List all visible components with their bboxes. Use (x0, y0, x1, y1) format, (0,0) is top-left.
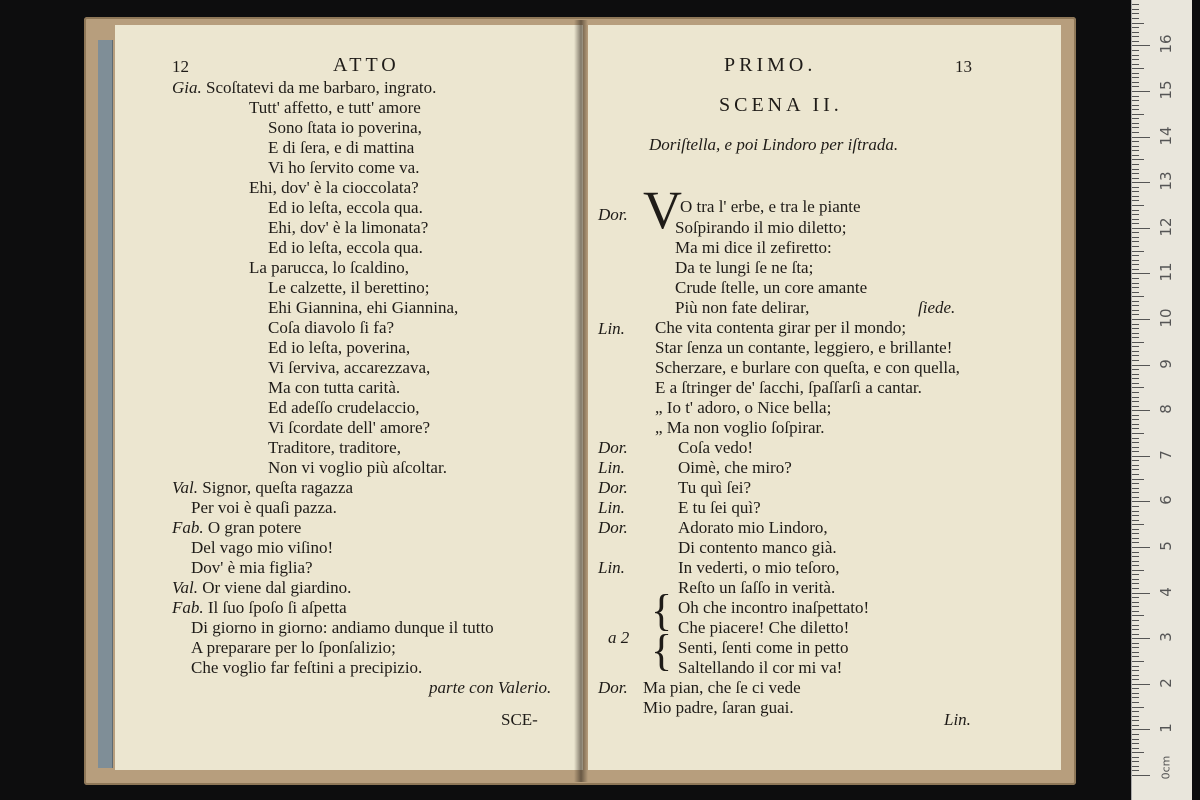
ruler-tick (1132, 474, 1139, 475)
ruler-tick (1132, 625, 1139, 626)
ruler-tick (1132, 533, 1139, 534)
ruler-tick (1132, 424, 1139, 425)
brace-symbol: { (651, 586, 673, 635)
ruler-tick (1132, 374, 1139, 375)
ruler-tick (1132, 460, 1139, 461)
ruler-tick (1132, 159, 1144, 160)
text-line: Traditore, traditore, (268, 438, 401, 457)
ruler-label: 0cm (1159, 755, 1173, 780)
ruler-tick (1132, 757, 1139, 758)
ruler-tick (1132, 729, 1150, 730)
text-line: Scherzare, e burlare con queſta, e con quella, (655, 358, 960, 377)
ruler-tick (1132, 68, 1144, 69)
ruler-tick (1132, 647, 1139, 648)
ruler-tick (1132, 761, 1139, 762)
text-line: Ma mi dice il zefiretto: (675, 238, 832, 257)
ruler-tick (1132, 137, 1150, 138)
catchword: Lin. (944, 710, 971, 729)
ruler-tick (1132, 36, 1139, 37)
text-line: Senti, ſenti come in petto (678, 638, 849, 657)
ruler-tick (1132, 141, 1139, 142)
ruler-tick (1132, 324, 1139, 325)
ruler-tick (1132, 228, 1150, 229)
text-line: Mio padre, ſaran guai. (643, 698, 794, 717)
ruler-label: 16 (1157, 34, 1175, 54)
ruler-tick (1132, 196, 1139, 197)
ruler-tick (1132, 214, 1139, 215)
ruler-label: 1 (1157, 723, 1175, 734)
ruler-tick (1132, 4, 1139, 5)
speaker-label: Dor. (598, 438, 628, 457)
ruler-label: 6 (1157, 495, 1175, 506)
ruler-tick (1132, 561, 1139, 562)
ruler-tick (1132, 205, 1144, 206)
ruler-tick (1132, 497, 1139, 498)
ruler-tick (1132, 451, 1139, 452)
text-line: Adorato mio Lindoro, (678, 518, 828, 537)
ruler-tick (1132, 146, 1139, 147)
ruler-tick (1132, 191, 1139, 192)
ruler-tick (1132, 506, 1139, 507)
ruler-tick (1132, 296, 1144, 297)
text-line: Di giorno in giorno: andiamo dunque il tutto (191, 618, 494, 637)
ruler-tick (1132, 465, 1139, 466)
ruler-tick (1132, 469, 1139, 470)
ruler-tick (1132, 210, 1139, 211)
running-head: ATTO (333, 54, 400, 76)
ruler-tick (1132, 661, 1144, 662)
ruler-tick (1132, 693, 1139, 694)
stage-direction: ſiede. (918, 298, 956, 317)
speaker-label: Lin. (598, 319, 625, 338)
text-line: Vi ſcordate dell' amore? (268, 418, 431, 437)
ruler-tick (1132, 479, 1144, 480)
ruler-tick (1132, 716, 1139, 717)
brace-symbol: { (651, 626, 673, 675)
text-line: Fab. O gran potere (172, 518, 302, 537)
text-line: E di ſera, e di mattina (268, 138, 415, 157)
text-line: Star ſenza un contante, leggiero, e brillante! (655, 338, 953, 357)
ruler-tick (1132, 410, 1150, 411)
ruler-tick (1132, 114, 1144, 115)
ruler-tick (1132, 260, 1139, 261)
ruler-tick (1132, 538, 1139, 539)
ruler-tick (1132, 132, 1139, 133)
ruler-tick (1132, 118, 1139, 119)
ruler-tick (1132, 447, 1139, 448)
text-line: In vederti, o mio teſoro, (678, 558, 840, 577)
ruler-tick (1132, 656, 1139, 657)
ruler-tick (1132, 219, 1139, 220)
ruler-tick (1132, 752, 1144, 753)
ruler-tick (1132, 520, 1139, 521)
ruler-tick (1132, 593, 1150, 594)
ruler-tick (1132, 492, 1139, 493)
text-line: Ma pian, che ſe ci vede (643, 678, 801, 697)
text-line: Oimè, che miro? (678, 458, 792, 477)
speaker-label: Lin. (598, 558, 625, 577)
text-line: Crude ſtelle, un core amante (675, 278, 868, 297)
ruler-tick (1132, 679, 1139, 680)
ruler-tick (1132, 629, 1139, 630)
ruler-tick (1132, 748, 1139, 749)
ruler-tick (1132, 433, 1144, 434)
text-line: E a ſtringer de' ſacchi, ſpaſſarſi a cantar. (655, 378, 922, 397)
text-line: Ehi, dov' è la cioccolata? (249, 178, 419, 197)
ruler-tick (1132, 766, 1139, 767)
page-number: 12 (172, 57, 189, 76)
right-page (588, 25, 1061, 770)
ruler-label: 9 (1157, 358, 1175, 369)
ruler-tick (1132, 556, 1139, 557)
ruler-label: 8 (1157, 404, 1175, 414)
ruler-tick (1132, 73, 1139, 74)
speaker-label: Dor. (598, 205, 628, 224)
ruler-tick (1132, 41, 1139, 42)
ruler-tick (1132, 155, 1139, 156)
text-line: Che piacere! Che diletto! (678, 618, 850, 637)
text-line: Più non fate delirar, (675, 298, 810, 317)
ruler-tick (1132, 702, 1139, 703)
text-line: Val. Signor, queſta ragazza (172, 478, 354, 497)
ruler-tick (1132, 638, 1150, 639)
text-line: Di contento manco già. (678, 538, 837, 557)
ruler-tick (1132, 360, 1139, 361)
ruler-tick (1132, 237, 1139, 238)
ruler-tick (1132, 305, 1139, 306)
text-line: Ed io leſta, eccola qua. (268, 198, 423, 217)
text-line: E tu ſei quì? (678, 498, 761, 517)
ruler-tick (1132, 223, 1139, 224)
ruler-tick (1132, 602, 1139, 603)
ruler-tick (1132, 428, 1139, 429)
ruler-label: 13 (1157, 171, 1175, 191)
text-line: A preparare per lo ſponſalizio; (191, 638, 396, 657)
ruler-tick (1132, 392, 1139, 393)
ruler-tick (1132, 342, 1144, 343)
ruler-tick (1132, 725, 1139, 726)
ruler-tick (1132, 182, 1150, 183)
text-line: Dov' è mia figlia? (191, 558, 313, 577)
text-line: Non vi voglio più aſcoltar. (268, 458, 447, 477)
text-line: Le calzette, il berettino; (268, 278, 430, 297)
ruler-tick (1132, 442, 1139, 443)
ruler-tick (1132, 283, 1139, 284)
ruler-tick (1132, 611, 1139, 612)
ruler-tick (1132, 387, 1144, 388)
ruler-tick (1132, 552, 1139, 553)
text-line: „ Ma non voglio ſoſpirar. (655, 418, 825, 437)
ruler-label: 5 (1157, 541, 1175, 551)
text-line: Reſto un ſaſſo in verità. (678, 578, 836, 597)
ruler-tick (1132, 351, 1139, 352)
ruler-tick (1132, 383, 1139, 384)
page-number: 13 (955, 57, 972, 76)
ruler-tick (1132, 232, 1139, 233)
text-line: Ed io leſta, poverina, (268, 338, 411, 357)
ruler-tick (1132, 739, 1139, 740)
ruler-tick (1132, 688, 1139, 689)
text-line: Ed adeſſo crudelaccio, (268, 398, 420, 417)
ruler-tick (1132, 456, 1150, 457)
text-line: Ehi, dov' è la limonata? (268, 218, 429, 237)
ruler-tick (1132, 720, 1139, 721)
ruler-tick (1132, 483, 1139, 484)
ruler-label: 10 (1157, 308, 1175, 328)
ruler-tick (1132, 770, 1139, 771)
ruler-tick (1132, 59, 1139, 60)
ruler-tick (1132, 675, 1139, 676)
ruler-tick (1132, 23, 1144, 24)
text-line: Per voi è quaſi pazza. (191, 498, 337, 517)
ruler-tick (1132, 365, 1150, 366)
ruler-tick (1132, 634, 1139, 635)
ruler-tick (1132, 50, 1139, 51)
ruler-tick (1132, 620, 1139, 621)
text-line: La parucca, lo ſcaldino, (249, 258, 410, 277)
ruler-tick (1132, 734, 1139, 735)
text-line: Tutt' affetto, e tutt' amore (249, 98, 421, 117)
ruler-tick (1132, 570, 1144, 571)
ruler-tick (1132, 200, 1139, 201)
ruler-tick (1132, 169, 1139, 170)
text-line: Gia. Scoſtatevi da me barbaro, ingrato. (172, 78, 437, 97)
measuring-ruler (1131, 0, 1192, 800)
text-line: Coſa diavolo ſi fa? (268, 318, 395, 337)
left-page (115, 25, 583, 770)
speaker-label: Dor. (598, 678, 628, 697)
speaker-label: Lin. (598, 498, 625, 517)
spine-gutter (574, 20, 588, 782)
ruler-tick (1132, 597, 1139, 598)
stage-direction: parte con Valerio. (429, 678, 552, 697)
ruler-tick (1132, 652, 1139, 653)
ruler-tick (1132, 419, 1139, 420)
ruler-tick (1132, 707, 1144, 708)
stage-direction: Doriſtella, e poi Lindoro per iſtrada. (649, 135, 899, 154)
text-line: Vi ſerviva, accarezzava, (268, 358, 431, 377)
ruler-tick (1132, 123, 1139, 124)
text-line: Fab. Il ſuo ſpoſo ſi aſpetta (172, 598, 347, 617)
ruler-tick (1132, 269, 1139, 270)
text-line: Sono ſtata io poverina, (268, 118, 422, 137)
ruler-tick (1132, 100, 1139, 101)
ruler-tick (1132, 301, 1139, 302)
ruler-tick (1132, 127, 1139, 128)
ruler-tick (1132, 45, 1150, 46)
ruler-tick (1132, 346, 1139, 347)
ruler-tick (1132, 328, 1139, 329)
ruler-tick (1132, 246, 1139, 247)
ruler-tick (1132, 314, 1139, 315)
ruler-tick (1132, 697, 1139, 698)
ruler-tick (1132, 264, 1139, 265)
ruler-tick (1132, 86, 1139, 87)
ruler-tick (1132, 406, 1139, 407)
ruler-tick (1132, 319, 1150, 320)
speaker-label: Dor. (598, 478, 628, 497)
ruler-tick (1132, 255, 1139, 256)
ruler-tick (1132, 515, 1139, 516)
ruler-tick (1132, 292, 1139, 293)
ruler-tick (1132, 173, 1139, 174)
ruler-tick (1132, 77, 1139, 78)
ruler-tick (1132, 574, 1139, 575)
scene-title: SCENA II. (719, 94, 843, 116)
ruler-tick (1132, 542, 1139, 543)
ruler-tick (1132, 164, 1139, 165)
ruler-tick (1132, 310, 1139, 311)
text-line: Saltellando il cor mi va! (678, 658, 843, 677)
ruler-tick (1132, 501, 1150, 502)
text-line: Coſa vedo! (678, 438, 754, 457)
ruler-tick (1132, 251, 1144, 252)
ruler-tick (1132, 64, 1139, 65)
ruler-tick (1132, 91, 1150, 92)
ruler-label: 2 (1157, 678, 1175, 688)
text-line: Soſpirando il mio diletto; (675, 218, 847, 237)
ruler-tick (1132, 9, 1139, 10)
ruler-tick (1132, 287, 1139, 288)
ruler-label: 15 (1157, 80, 1175, 100)
ruler-tick (1132, 615, 1144, 616)
ruler-tick (1132, 241, 1139, 242)
ruler-tick (1132, 775, 1150, 776)
text-line: Che voglio far feſtini a precipizio. (191, 658, 423, 677)
text-line: Del vago mio viſino! (191, 538, 334, 557)
text-line: Ed io leſta, eccola qua. (268, 238, 423, 257)
ruler-tick (1132, 18, 1139, 19)
ruler-tick (1132, 606, 1139, 607)
ruler-tick (1132, 529, 1139, 530)
ruler-tick (1132, 524, 1144, 525)
text-line: Ehi Giannina, ehi Giannina, (268, 298, 459, 317)
ruler-tick (1132, 511, 1139, 512)
speaker-label: Dor. (598, 518, 628, 537)
ruler-tick (1132, 743, 1139, 744)
ruler-tick (1132, 150, 1139, 151)
ruler-tick (1132, 13, 1139, 14)
text-line: Vi ho ſervito come va. (268, 158, 420, 177)
ruler-tick (1132, 643, 1139, 644)
blue-endpaper-edge (98, 40, 113, 768)
speaker-label: a 2 (608, 628, 630, 647)
ruler-tick (1132, 547, 1150, 548)
ruler-tick (1132, 488, 1139, 489)
ruler-tick (1132, 109, 1139, 110)
ruler-tick (1132, 378, 1139, 379)
ruler-label: 11 (1157, 262, 1175, 282)
ruler-tick (1132, 355, 1139, 356)
ruler-tick (1132, 178, 1139, 179)
text-line: Val. Or viene dal giardino. (172, 578, 352, 597)
ruler-tick (1132, 579, 1139, 580)
speaker-label: Lin. (598, 458, 625, 477)
ruler-label: 4 (1157, 586, 1175, 597)
ruler-tick (1132, 666, 1139, 667)
ruler-label: 14 (1157, 126, 1175, 146)
ruler-tick (1132, 711, 1139, 712)
ruler-tick (1132, 82, 1139, 83)
ruler-label: 3 (1157, 632, 1175, 642)
ruler-tick (1132, 583, 1139, 584)
ruler-tick (1132, 105, 1139, 106)
ruler-tick (1132, 401, 1139, 402)
ruler-tick (1132, 588, 1139, 589)
text-line: Tu quì ſei? (678, 478, 752, 497)
text-line: Che vita contenta girar per il mondo; (655, 318, 907, 337)
ruler-tick (1132, 337, 1139, 338)
ruler-tick (1132, 55, 1139, 56)
catchword: SCE- (501, 710, 538, 729)
text-line: Da te lungi ſe ne ſta; (675, 258, 814, 277)
ruler-tick (1132, 273, 1150, 274)
ruler-tick (1132, 397, 1139, 398)
ruler-tick (1132, 670, 1139, 671)
ruler-tick (1132, 96, 1139, 97)
ruler-tick (1132, 333, 1139, 334)
ruler-tick (1132, 684, 1150, 685)
text-line: Ma con tutta carità. (268, 378, 401, 397)
text-line: „ Io t' adoro, o Nice bella; (655, 398, 832, 417)
ruler-tick (1132, 187, 1139, 188)
ruler-label: 12 (1157, 217, 1175, 237)
ruler-tick (1132, 32, 1139, 33)
running-head: PRIMO. (724, 54, 817, 76)
ruler-tick (1132, 369, 1139, 370)
ruler-tick (1132, 415, 1139, 416)
ruler-label: 7 (1157, 450, 1175, 460)
drop-cap: V (643, 180, 682, 240)
ruler-tick (1132, 27, 1139, 28)
text-line: O tra l' erbe, e tra le piante (680, 197, 861, 216)
ruler-tick (1132, 565, 1139, 566)
ruler-tick (1132, 438, 1139, 439)
ruler-tick (1132, 278, 1139, 279)
text-line: Oh che incontro inaſpettato! (678, 598, 870, 617)
